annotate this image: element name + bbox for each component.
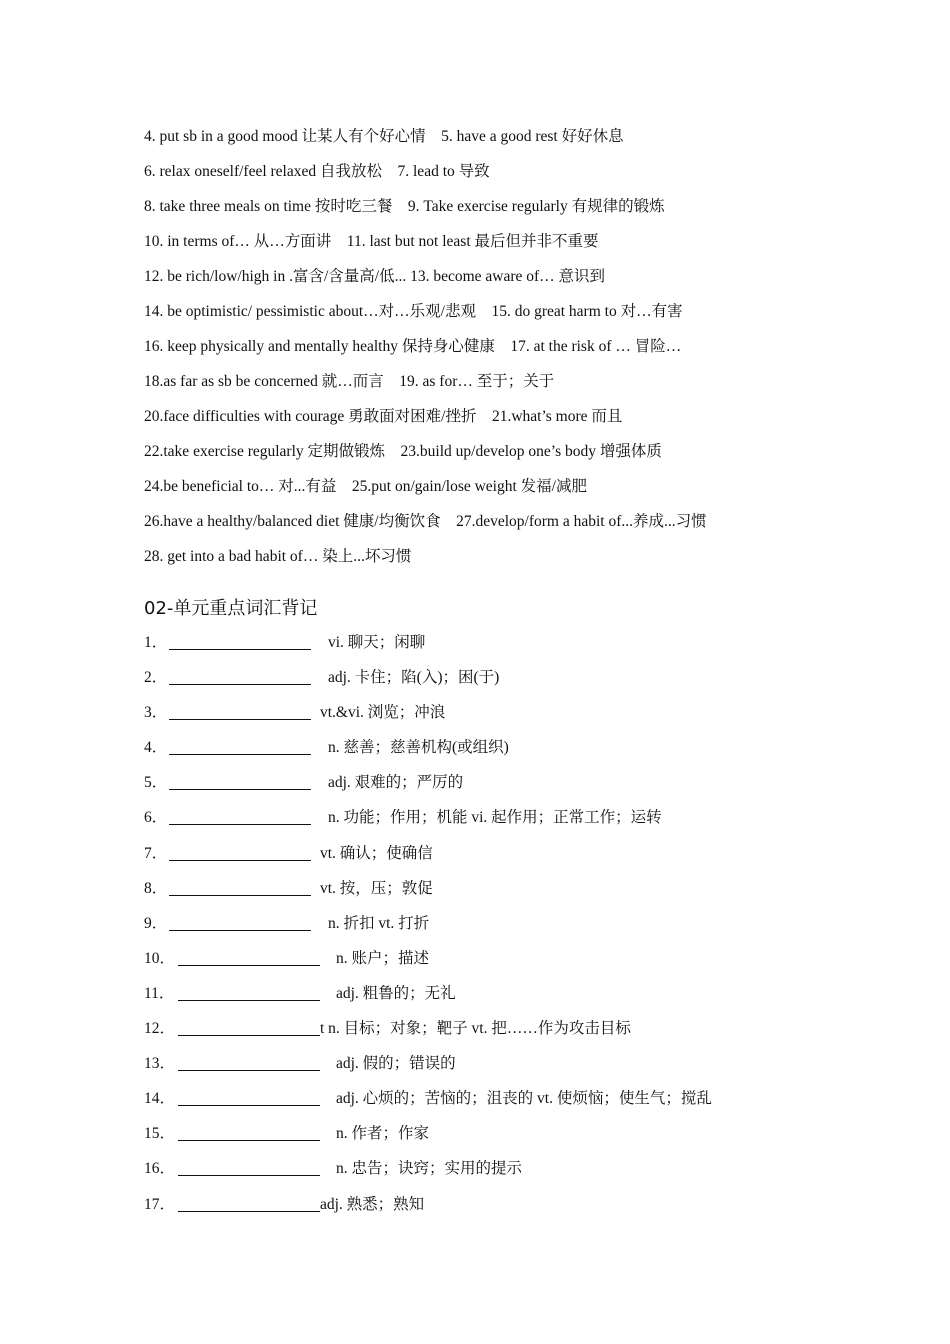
answer-blank[interactable] — [178, 1211, 320, 1212]
item-number: 2． — [144, 669, 168, 687]
answer-blank[interactable] — [178, 1035, 320, 1036]
answer-blank[interactable] — [169, 649, 311, 650]
definition: n. 账户；描述 — [336, 949, 430, 967]
definition: n. 慈善；慈善机构(或组织) — [328, 739, 509, 757]
item-number: 7． — [144, 844, 168, 862]
vocab-item — [144, 1051, 844, 1086]
phrase-line: 12. be rich/low/high in .富含/含量高/低... 13. become aware of… 意识到 — [144, 268, 606, 285]
definition: n. 功能；作用；机能 vi. 起作用；正常工作；运转 — [328, 809, 662, 827]
vocab-item — [144, 665, 844, 700]
phrase-line: 24.be beneficial to… 对...有益 25.put on/gain/lose weight 发福/减肥 — [144, 478, 587, 495]
item-number: 12． — [144, 1020, 176, 1038]
vocab-item — [144, 946, 844, 981]
vocab-item — [144, 770, 844, 805]
item-number: 6． — [144, 809, 168, 827]
answer-blank[interactable] — [178, 1140, 320, 1141]
phrase-line: 14. be optimistic/ pessimistic about…对…乐观/悲观 15. do great harm to 对…有害 — [144, 303, 683, 320]
definition: adj. 艰难的；严厉的 — [328, 774, 464, 792]
vocab-item — [144, 1156, 844, 1191]
phrase-line: 26.have a healthy/balanced diet 健康/均衡饮食 27.develop/form a habit of...养成...习惯 — [144, 513, 707, 530]
vocab-item — [144, 735, 844, 770]
definition: adj. 假的；错误的 — [336, 1055, 456, 1073]
answer-blank[interactable] — [169, 895, 311, 896]
answer-blank[interactable] — [169, 789, 311, 790]
answer-blank[interactable] — [169, 860, 311, 861]
phrase-line: 22.take exercise regularly 定期做锻炼 23.build up/develop one’s body 增强体质 — [144, 443, 662, 460]
item-number: 17． — [144, 1195, 176, 1213]
answer-blank[interactable] — [169, 930, 311, 931]
answer-blank[interactable] — [178, 965, 320, 966]
phrase-line: 18.as far as sb be concerned 就…而言 19. as for… 至于；关于 — [144, 373, 555, 390]
definition: vt. 确认；使确信 — [320, 844, 433, 862]
answer-blank[interactable] — [169, 754, 311, 755]
definition: adj. 熟悉；熟知 — [320, 1195, 425, 1213]
item-number: 10． — [144, 949, 176, 967]
item-number: 3． — [144, 704, 168, 722]
answer-blank[interactable] — [178, 1070, 320, 1071]
definition: vt. 按，压；敦促 — [320, 879, 433, 897]
section-title: 02-单元重点词汇背记 — [144, 598, 318, 619]
vocab-item — [144, 841, 844, 876]
answer-blank[interactable] — [178, 1105, 320, 1106]
phrase-line: 8. take three meals on time 按时吃三餐 9. Take exercise regularly 有规律的锻炼 — [144, 198, 665, 215]
vocab-item — [144, 1016, 844, 1051]
item-number: 16． — [144, 1160, 176, 1178]
vocab-item — [144, 911, 844, 946]
definition: n. 忠告；诀窍；实用的提示 — [336, 1160, 523, 1178]
phrase-line: 4. put sb in a good mood 让某人有个好心情 5. have a good rest 好好休息 — [144, 128, 624, 145]
definition: adj. 心烦的；苦恼的；沮丧的 vt. 使烦恼；使生气；搅乱 — [336, 1090, 712, 1108]
phrase-line: 6. relax oneself/feel relaxed 自我放松 7. lead to 导致 — [144, 163, 490, 180]
phrase-list — [144, 124, 844, 579]
item-number: 5． — [144, 774, 168, 792]
item-number: 14． — [144, 1090, 176, 1108]
item-number: 4． — [144, 739, 168, 757]
vocab-item — [144, 876, 844, 911]
definition: n. 作者；作家 — [336, 1125, 430, 1143]
definition: vt.&vi. 浏览；冲浪 — [320, 704, 446, 722]
item-number: 8． — [144, 879, 168, 897]
vocab-item — [144, 630, 844, 665]
phrase-line: 10. in terms of… 从…方面讲 11. last but not least 最后但并非不重要 — [144, 233, 599, 250]
answer-blank[interactable] — [169, 719, 311, 720]
definition: t n. 目标；对象；靶子 vt. 把……作为攻击目标 — [320, 1020, 631, 1038]
definition: n. 折扣 vt. 打折 — [328, 914, 430, 932]
item-number: 13． — [144, 1055, 176, 1073]
vocab-item — [144, 1086, 844, 1121]
item-number: 15． — [144, 1125, 176, 1143]
definition: adj. 粗鲁的；无礼 — [336, 984, 456, 1002]
phrase-line: 20.face difficulties with courage 勇敢面对困难/挫折 21.what’s more 而且 — [144, 408, 623, 425]
definition: vi. 聊天；闲聊 — [328, 634, 426, 651]
answer-blank[interactable] — [178, 1175, 320, 1176]
answer-blank[interactable] — [178, 1000, 320, 1001]
phrase-line: 28. get into a bad habit of… 染上...坏习惯 — [144, 548, 412, 565]
item-number: 1． — [144, 634, 168, 651]
answer-blank[interactable] — [169, 824, 311, 825]
item-number: 11． — [144, 984, 175, 1002]
phrase-line: 16. keep physically and mentally healthy 保持身心健康 17. at the risk of … 冒险… — [144, 338, 682, 355]
vocab-item — [144, 1121, 844, 1156]
vocab-item — [144, 1192, 844, 1227]
vocab-item — [144, 981, 844, 1016]
vocab-item — [144, 805, 844, 840]
vocab-item — [144, 700, 844, 735]
definition: adj. 卡住；陷(入)；困(于) — [328, 669, 500, 687]
item-number: 9． — [144, 914, 168, 932]
vocab-list — [144, 630, 844, 1227]
answer-blank[interactable] — [169, 684, 311, 685]
